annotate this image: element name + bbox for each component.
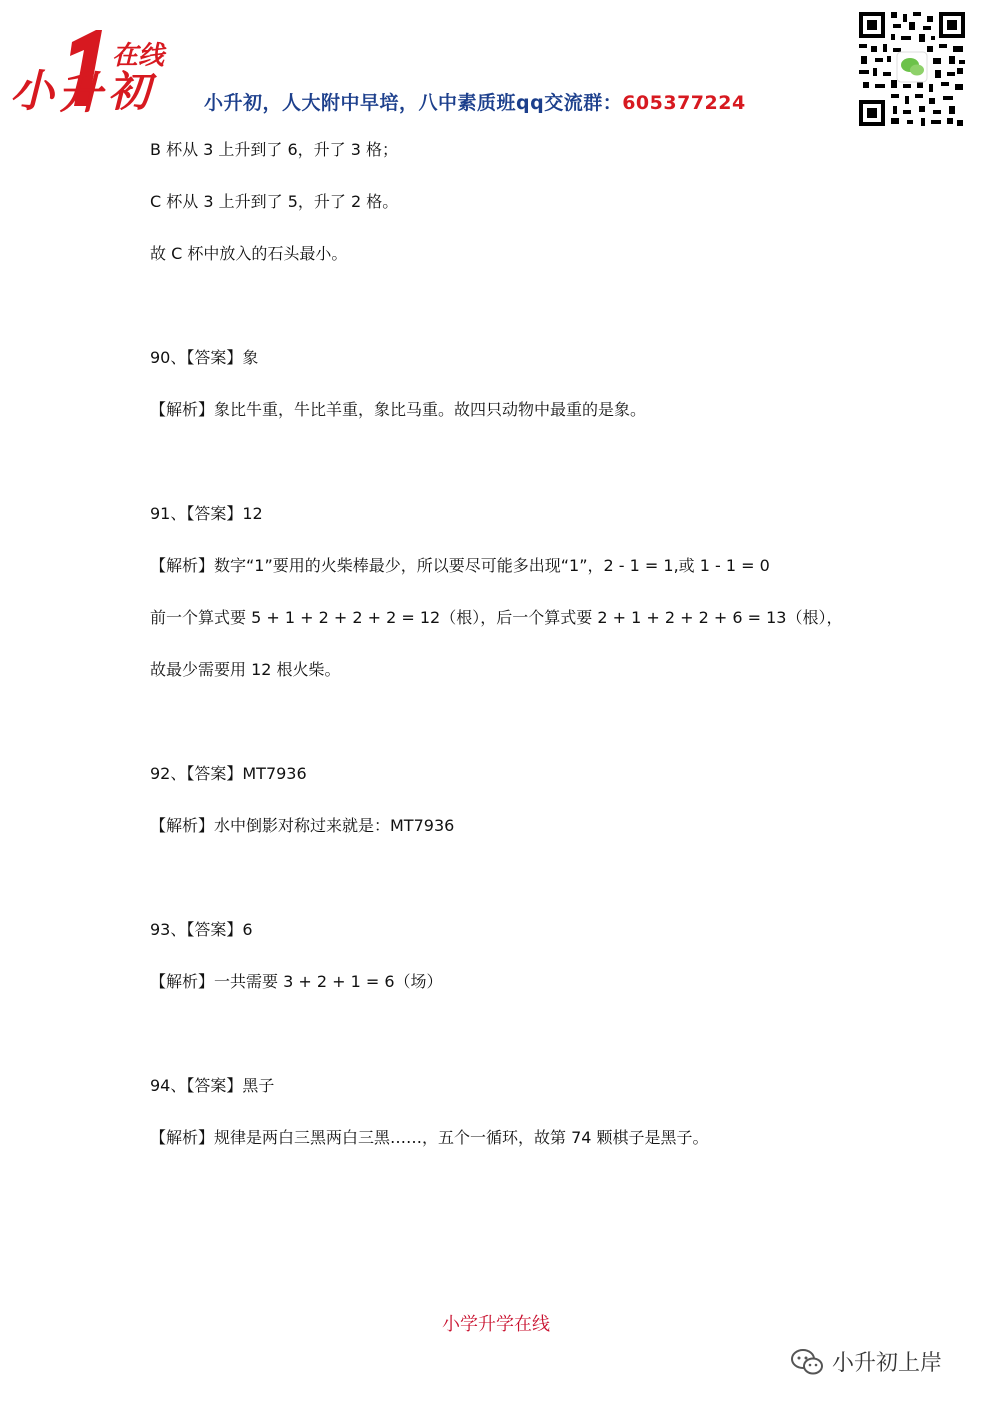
brand-logo [10, 28, 170, 114]
answer-93: 93、【答案】6 [150, 920, 253, 939]
svg-text:升: 升 [58, 68, 102, 114]
watermark-text: 小升初上岸 [832, 1351, 943, 1376]
content-line-3: 故 C 杯中放入的石头最小。 [150, 244, 348, 263]
footer-site-name: 小学升学在线 [442, 1314, 550, 1335]
wechat-icon [790, 1348, 824, 1376]
slogan-qq-number: 605377224 [622, 92, 746, 114]
svg-text:在线: 在线 [112, 41, 165, 71]
svg-text:初: 初 [108, 67, 151, 114]
analysis-90: 【解析】象比牛重，牛比羊重，象比马重。故四只动物中最重的是象。 [150, 400, 647, 419]
wechat-watermark [790, 1346, 942, 1377]
analysis-94: 【解析】规律是两白三黑两白三黑……，五个一循环，故第 74 颗棋子是黑子。 [150, 1128, 709, 1147]
content-line-2: C 杯从 3 上升到了 5，升了 2 格。 [150, 192, 399, 211]
analysis-92: 【解析】水中倒影对称过来就是：MT7936 [150, 816, 455, 835]
analysis-91-line-3: 故最少需要用 12 根火柴。 [150, 660, 341, 679]
answer-94: 94、【答案】黑子 [150, 1076, 275, 1095]
header-slogan [204, 88, 746, 115]
answer-91: 91、【答案】12 [150, 504, 263, 523]
analysis-91-line-2: 前一个算式要 5 + 1 + 2 + 2 + 2 = 12（根），后一个算式要 2 + 1 + 2 + 2 + 6 = 13（根）， [150, 608, 843, 627]
analysis-91-line-1: 【解析】数字“1”要用的火柴棒最少，所以要尽可能多出现“1”，2 - 1 = 1,或 1 - 1 = 0 [150, 556, 770, 575]
qr-code-icon [857, 10, 967, 128]
analysis-93: 【解析】一共需要 3 + 2 + 1 = 6（场） [150, 972, 443, 991]
content-line-1: B 杯从 3 上升到了 6，升了 3 格； [150, 140, 399, 159]
svg-text:小: 小 [10, 66, 54, 114]
answer-90: 90、【答案】象 [150, 348, 259, 367]
slogan-main: 小升初，人大附中早培，八中素质班qq交流群： [204, 92, 623, 114]
answer-92: 92、【答案】MT7936 [150, 764, 307, 783]
